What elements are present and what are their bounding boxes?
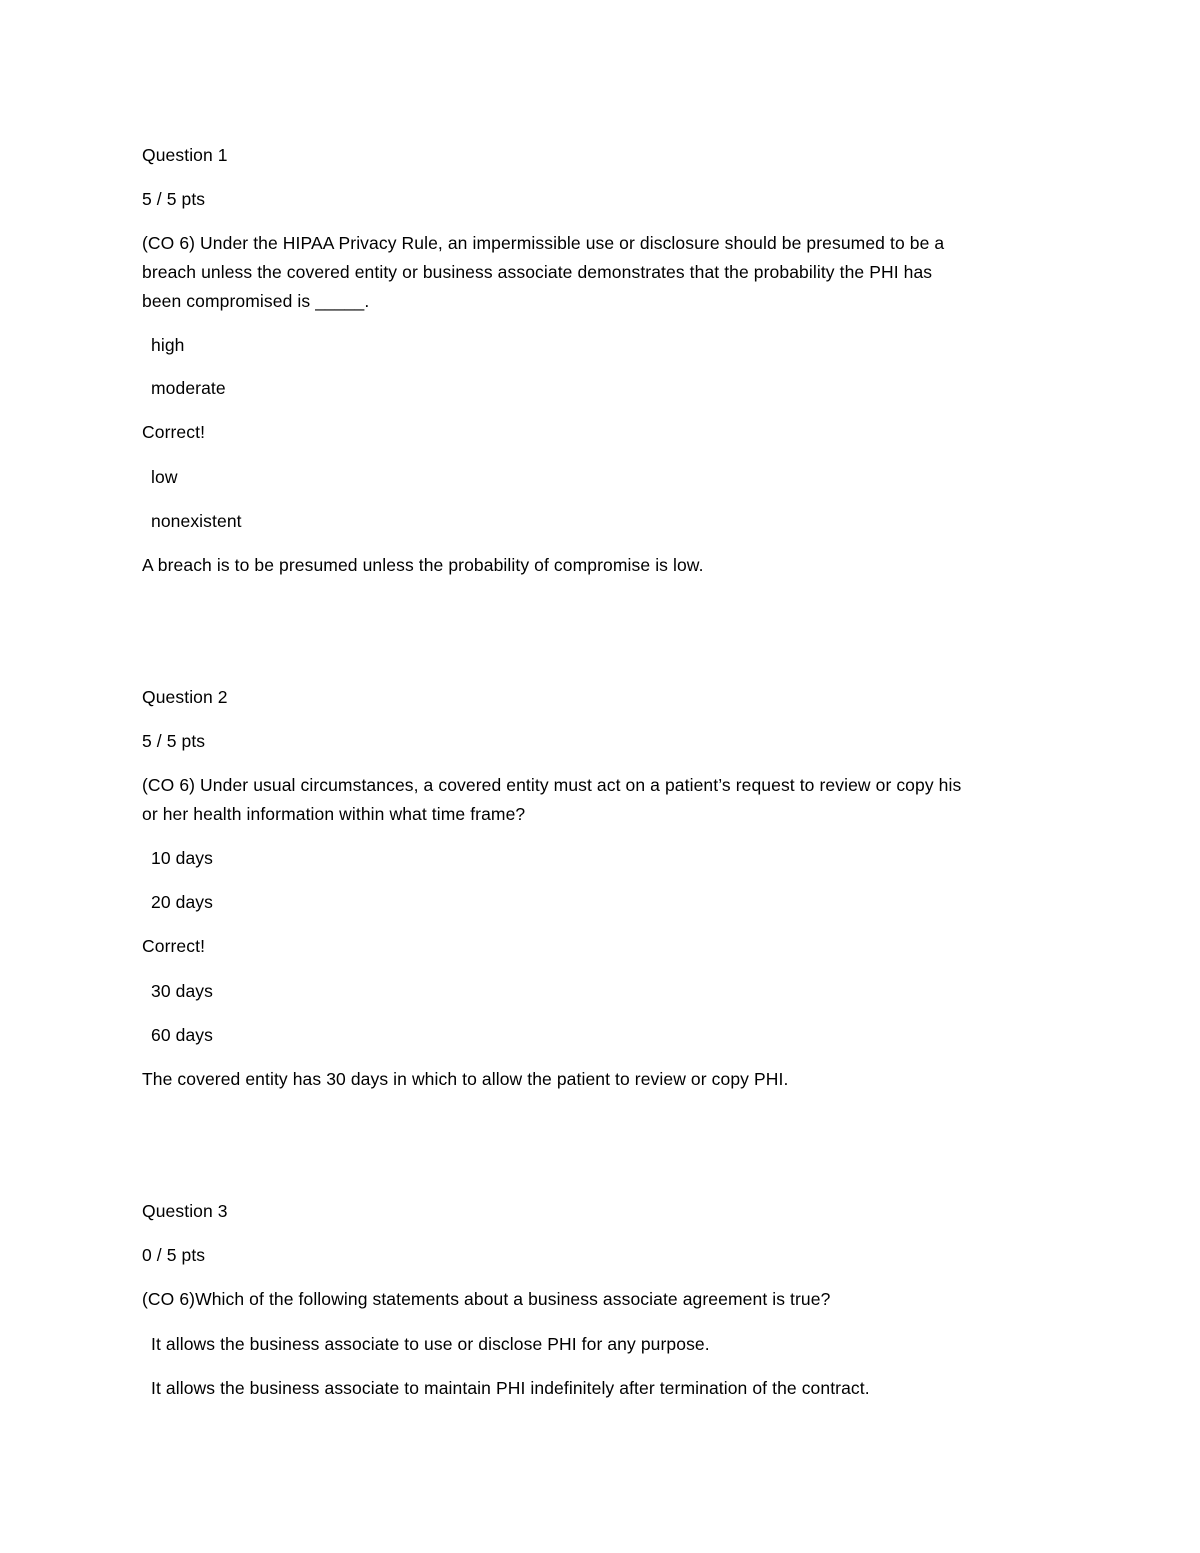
- question-score: 0 / 5 pts: [142, 1245, 206, 1265]
- explanation: A breach is to be presumed unless the probability of compromise is low.: [142, 555, 704, 575]
- answer-option: It allows the business associate to maintain PHI indefinitely after termination of the contract.: [151, 1378, 870, 1398]
- answer-option-correct: 30 days: [151, 981, 213, 1001]
- question-prompt-line: (CO 6) Under the HIPAA Privacy Rule, an impermissible use or disclosure should be presumed to be a: [142, 233, 945, 253]
- question-title: Question 1: [142, 145, 228, 165]
- correct-marker: Correct!: [142, 936, 206, 956]
- correct-marker: Correct!: [142, 422, 206, 442]
- question-prompt-line: or her health information within what time frame?: [142, 804, 526, 824]
- question-score: 5 / 5 pts: [142, 731, 206, 751]
- answer-option: It allows the business associate to use or disclose PHI for any purpose.: [151, 1334, 710, 1354]
- question-title: Question 3: [142, 1201, 228, 1221]
- answer-option: 10 days: [151, 848, 213, 868]
- question-prompt-line: (CO 6) Under usual circumstances, a covered entity must act on a patient’s request to review or copy his: [142, 775, 962, 795]
- answer-option-correct: low: [151, 467, 178, 487]
- answer-option: 20 days: [151, 892, 213, 912]
- answer-option: moderate: [151, 378, 226, 398]
- answer-option: nonexistent: [151, 511, 242, 531]
- question-prompt-line: breach unless the covered entity or business associate demonstrates that the probability the PHI has: [142, 262, 933, 282]
- question-title: Question 2: [142, 687, 228, 707]
- answer-option: high: [151, 335, 185, 355]
- question-prompt-line: (CO 6)Which of the following statements about a business associate agreement is true?: [142, 1289, 831, 1309]
- explanation: The covered entity has 30 days in which to allow the patient to review or copy PHI.: [142, 1069, 789, 1089]
- question-score: 5 / 5 pts: [142, 189, 206, 209]
- answer-option: 60 days: [151, 1025, 213, 1045]
- question-prompt-line: been compromised is _____.: [142, 291, 370, 311]
